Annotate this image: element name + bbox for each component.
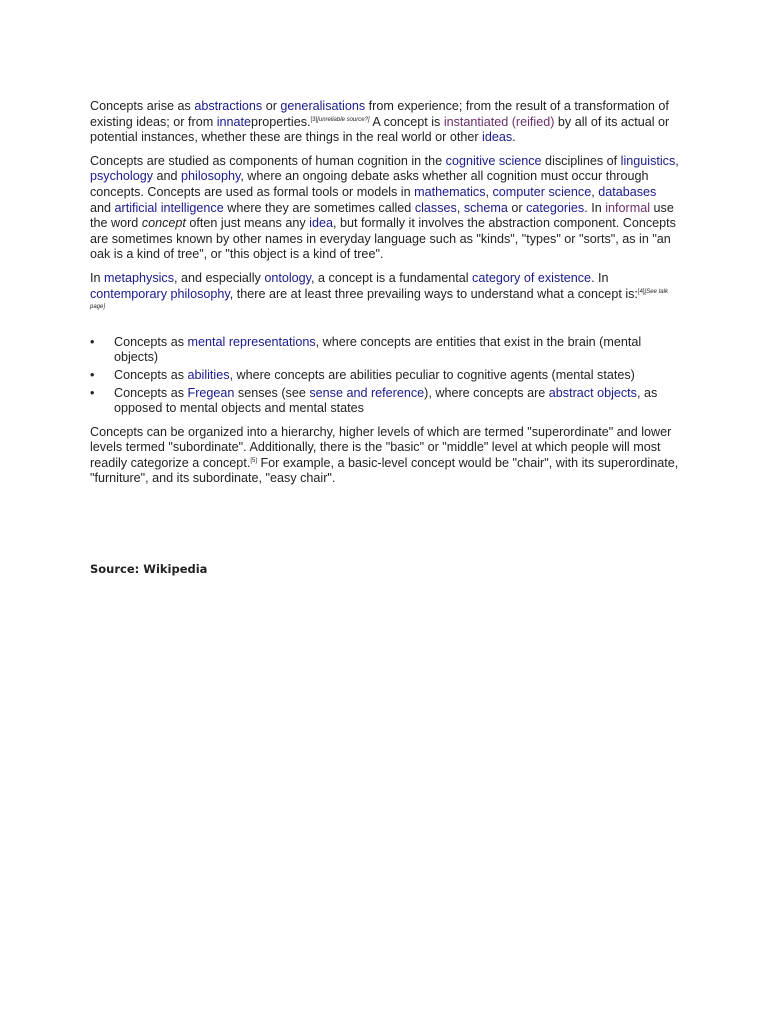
link-generalisations[interactable]: generalisations [280,99,366,113]
link-fregean[interactable]: Fregean [187,385,235,400]
paragraph-concepts-studied: Concepts are studied as components of human cognition in the cognitive science disciplines of linguistics, psychology and philosophy, where an ongoing debate asks whether all cognition must occur through concepts. Concepts are used as formal tools or models in mathematics, computer science, databases and artificial intelligence where they are sometimes called classes, schema or categories. In informal use the word concept often just means any idea, but formally it involves the abstraction component. Concepts are sometimes known by other names in everyday language such as "kinds", "types" or "sorts", as in "an oak is a kind of tree", or "this object is a kind of tree". [90,153,679,262]
link-metaphysics[interactable]: metaphysics [104,270,175,285]
link-category-of-existence[interactable]: category of existence [472,270,592,285]
paragraph-hierarchy: Concepts can be organized into a hierarchy, higher levels of which are termed "superordinate" and lower levels termed "subordinate". Additionally, there is the "basic" or "middle" level at which people will most readily categorize a concept.[5] For example, a basic-level concept would be "chair", with its superordinate, "furniture", and its subordinate, "easy chair". [90,424,679,486]
paragraph-concepts-arise: Concepts arise as abstractions or generalisations from experience; from the result of a transformation of existing ideas; or from innateproperties.[3][unreliable source?] A concept is instantiated (reified) by all of its actual or potential instances, whether these are things in the real world or other ideas. [90,99,670,145]
link-schema[interactable]: schema [463,200,508,215]
link-contemporary-philosophy[interactable]: contemporary philosophy [90,286,230,301]
citation-3[interactable]: [3][unreliable source?] [310,116,370,123]
link-ontology[interactable]: ontology [264,270,312,285]
link-ideas[interactable]: ideas [482,130,513,145]
source-attribution: Source: Wikipedia [90,562,208,576]
bullet-icon: • [90,367,95,382]
link-mathematics[interactable]: mathematics [414,184,486,199]
list-item: • Concepts as abilities, where concepts are abilities peculiar to cognitive agents (mental states) [90,367,635,382]
bullet-icon: • [90,385,95,400]
citation-5[interactable]: [5] [250,457,257,464]
link-linguistics[interactable]: linguistics [620,153,676,168]
citation-4[interactable]: [4][See talk page] [90,288,668,311]
bullet-icon: • [90,334,95,349]
link-databases[interactable]: databases [598,184,657,199]
link-innate[interactable]: innate [216,114,252,129]
concept-views-list [90,335,680,417]
unreliable-source-tag[interactable]: [unreliable source?] [317,116,370,123]
link-categories[interactable]: categories [526,200,585,215]
link-instantiated[interactable]: instantiated (reified) [443,114,555,129]
link-philosophy[interactable]: philosophy [181,169,241,184]
term-concept: concept [141,216,186,231]
link-artificial-intelligence[interactable]: artificial intelligence [114,200,224,215]
list-item: • Concepts as mental representations, where concepts are entities that exist in the brain (mental objects) [90,334,642,365]
link-abstract-objects[interactable]: abstract objects [548,385,637,400]
see-talk-page-tag[interactable]: [See talk page] [90,288,668,311]
link-mental-representations[interactable]: mental representations [187,334,316,349]
link-classes[interactable]: classes [414,200,457,215]
link-abstractions[interactable]: abstractions [194,99,263,113]
link-cognitive-science[interactable]: cognitive science [445,153,542,168]
link-sense-and-reference[interactable]: sense and reference [309,385,425,400]
article-body [90,99,680,495]
list-item: • Concepts as Fregean senses (see sense and reference), where concepts are abstract objects, as opposed to mental objects and mental states [90,385,658,416]
link-idea[interactable]: idea [309,216,333,231]
link-informal[interactable]: informal [605,200,651,215]
paragraph-metaphysics: In metaphysics, and especially ontology, a concept is a fundamental category of existence. In contemporary philosophy, there are at least three prevailing ways to understand what a concept is:[4][See talk page] [90,270,668,311]
link-psychology[interactable]: psychology [90,169,154,184]
link-computer-science[interactable]: computer science [492,184,592,199]
link-abilities[interactable]: abilities [187,367,230,382]
